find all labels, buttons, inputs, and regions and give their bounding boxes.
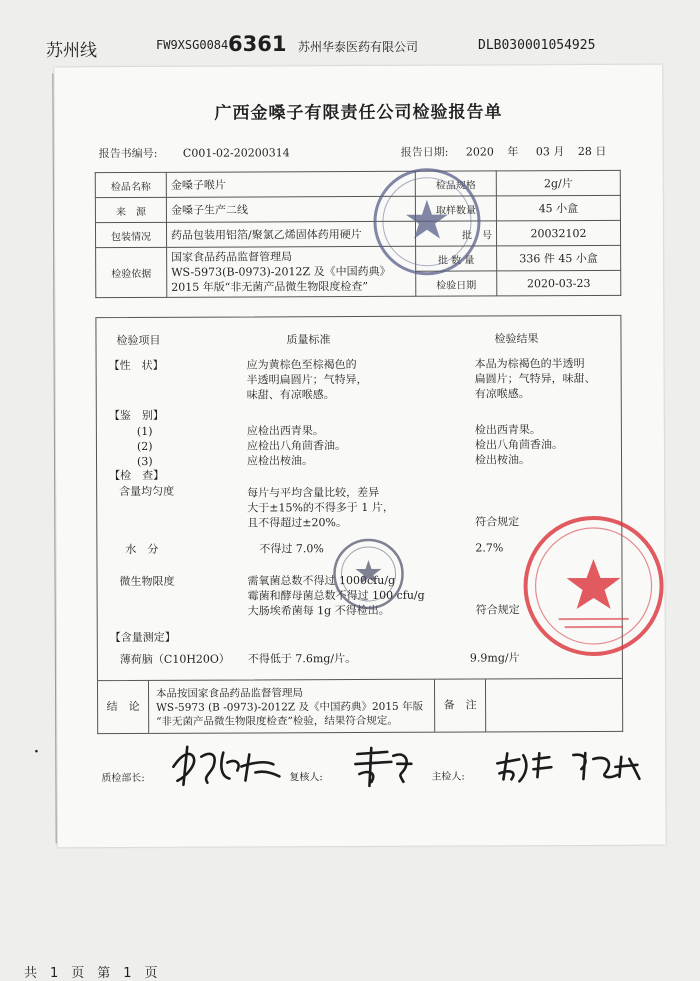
report-number-value: C001-02-20200314 — [182, 146, 290, 160]
conclusion-row — [97, 679, 623, 734]
standard-line: 霉菌和酵母菌总数不得过 100 cfu/g — [247, 588, 425, 603]
result-line: 扁圆片；气特异，味甜、 — [474, 371, 596, 386]
section-content: 【含量测定】 — [109, 630, 176, 645]
character-standard — [247, 357, 368, 403]
tracking-code-prefix: FW9XSG0084 — [156, 38, 229, 52]
result-line: 检出桉油。 — [474, 453, 531, 467]
report-date — [401, 143, 607, 160]
report-number-label: 报告书编号: — [98, 146, 158, 161]
uniformity-label: 含量均匀度 — [119, 484, 175, 499]
standard-line: 半透明扁圆片；气特异， — [246, 372, 368, 387]
result-line: 有凉喉感。 — [474, 387, 530, 401]
qc-head-signature — [167, 736, 287, 793]
product-name-value: 金嗓子喉片 — [166, 171, 415, 197]
sheet-edge — [52, 73, 56, 843]
inspection-date-label: 检验日期 — [416, 271, 497, 296]
sample-qty-label: 取样数量 — [415, 196, 496, 221]
inspector-signature — [489, 745, 649, 790]
page-footer: 共 1 页 第 1 页 — [24, 966, 158, 981]
identification-index: (3) — [136, 454, 153, 468]
package-label: 包装情况 — [95, 222, 166, 247]
character-result — [475, 356, 596, 402]
source-value: 金嗓子生产二线 — [166, 196, 415, 222]
standard-line: 需氧菌总数不得过 1000cfu/g — [247, 573, 396, 588]
column-header-standard: 质量标准 — [286, 333, 331, 347]
report-date-day-unit: 日 — [595, 144, 607, 158]
standard-line: 应检出八角茴香油。 — [246, 439, 346, 453]
section-identification: 【鉴 别】 — [108, 408, 164, 423]
report-date-label: 报告日期: — [400, 145, 449, 159]
inspector-label: 主检人: — [431, 771, 465, 783]
batch-number-value: 20032102 — [496, 220, 620, 246]
column-header-item: 检验项目 — [116, 333, 161, 348]
conclusion-text — [156, 686, 436, 729]
conclusion-line: “非无菌产品微生物限度检查”检验，结果符合规定。 — [156, 714, 398, 728]
conclusion-line: 本品按国家食品药品监督管理局 — [156, 687, 304, 700]
menthol-result: 9.9mg/片 — [469, 651, 520, 665]
report-number — [99, 144, 290, 161]
source-label: 来 源 — [95, 197, 166, 222]
sample-qty-value: 45 小盒 — [496, 195, 620, 221]
standard-line: 大于±15%的不得多于 1 片， — [247, 500, 394, 515]
basis-label: 检验依据 — [96, 247, 167, 297]
tracking-code-number: 6361 — [228, 32, 287, 56]
table-row — [95, 220, 620, 247]
package-value: 药品包装用铝箔/聚氯乙烯固体药用硬片 — [166, 221, 415, 247]
microbial-limit-result: 符合规定 — [475, 603, 520, 617]
table-row — [95, 170, 620, 197]
result-line: 检出西青果。 — [474, 423, 541, 437]
conclusion-line: WS-5973 (B -0973)-2012Z 及《中国药典》2015 年版 — [156, 700, 424, 714]
menthol-standard: 不得低于 7.6mg/片。 — [247, 652, 357, 666]
quality-check-stamp — [330, 536, 406, 612]
document-number: DLB030001054925 — [478, 38, 596, 53]
column-header-result: 检验结果 — [494, 332, 539, 346]
distribution-line-label: 苏州线 — [46, 41, 97, 61]
product-info-table — [95, 170, 622, 298]
top-label-line — [0, 28, 700, 68]
inspection-center-stamp — [367, 161, 488, 282]
batch-quantity-label: 批 数 量 — [416, 246, 497, 271]
spec-label: 检品规格 — [415, 171, 496, 196]
report-date-month-unit: 月 — [553, 145, 565, 159]
report-date-month: 03 — [535, 145, 550, 159]
standard-line: 每片与平均含量比较，差异 — [247, 485, 380, 500]
water-result: 2.7% — [475, 541, 504, 555]
recipient-company: 苏州华泰医药有限公司 — [298, 40, 419, 54]
table-row — [95, 195, 620, 222]
qc-head-label: 质检部长: — [101, 772, 145, 785]
standard-line: 应检出桉油。 — [246, 454, 314, 468]
inspection-report-sheet — [54, 65, 665, 848]
reviewer-signature — [347, 742, 417, 792]
identification-results — [475, 422, 563, 467]
identification-standards — [247, 423, 346, 468]
product-name-label: 检品名称 — [95, 172, 166, 197]
standard-line: 应为黄棕色至棕褐色的 — [246, 358, 357, 372]
basis-line: 2015 年版“非无菌产品微生物限度检查” — [171, 279, 369, 294]
spec-value: 2g/片 — [496, 170, 620, 196]
remark-label: 备 注 — [434, 679, 486, 731]
basis-line: 国家食品药品监督管理局 — [171, 250, 293, 264]
basis-line: WS-5973(B-0973)-2012Z 及《中国药典》 — [171, 264, 391, 279]
table-row — [96, 245, 621, 272]
inspection-date-value: 2020-03-23 — [497, 270, 621, 296]
identification-index: (2) — [136, 439, 153, 453]
standard-line: 味甜、有凉喉感。 — [246, 388, 335, 402]
conclusion-label: 结 论 — [98, 681, 149, 733]
water-standard: 不得过 7.0% — [259, 542, 324, 556]
uniformity-standard — [247, 485, 394, 531]
result-line: 本品为棕褐色的半透明 — [474, 357, 585, 371]
result-line: 检出八角茴香油。 — [474, 438, 563, 452]
water-label: 水 分 — [125, 542, 159, 557]
standard-line: 大肠埃希菌每 1g 不得检出。 — [247, 603, 390, 618]
reviewer-label: 复核人: — [289, 772, 323, 784]
standard-line: 且不得超过±20%。 — [247, 516, 347, 530]
margin-mark: · — [34, 744, 39, 760]
standard-line: 应检出西青果。 — [246, 424, 324, 438]
section-check: 【检 查】 — [109, 468, 165, 483]
report-date-year: 2020 — [465, 145, 494, 159]
report-date-day: 28 — [577, 144, 592, 159]
uniformity-result: 符合规定 — [475, 515, 520, 529]
batch-quantity-value: 336 件 45 小盒 — [497, 245, 621, 271]
identification-index: (1) — [136, 424, 153, 438]
identification-indices — [137, 424, 153, 469]
section-character: 【性 状】 — [108, 358, 164, 373]
batch-number-label: 批 号 — [415, 221, 496, 246]
menthol-label: 薄荷脑（C10H20O） — [119, 652, 230, 667]
company-red-seal — [518, 511, 669, 662]
report-date-year-unit: 年 — [507, 145, 519, 159]
report-title: 广西金嗓子有限责任公司检验报告单 — [214, 102, 503, 124]
microbial-limit-label: 微生物限度 — [119, 574, 175, 589]
